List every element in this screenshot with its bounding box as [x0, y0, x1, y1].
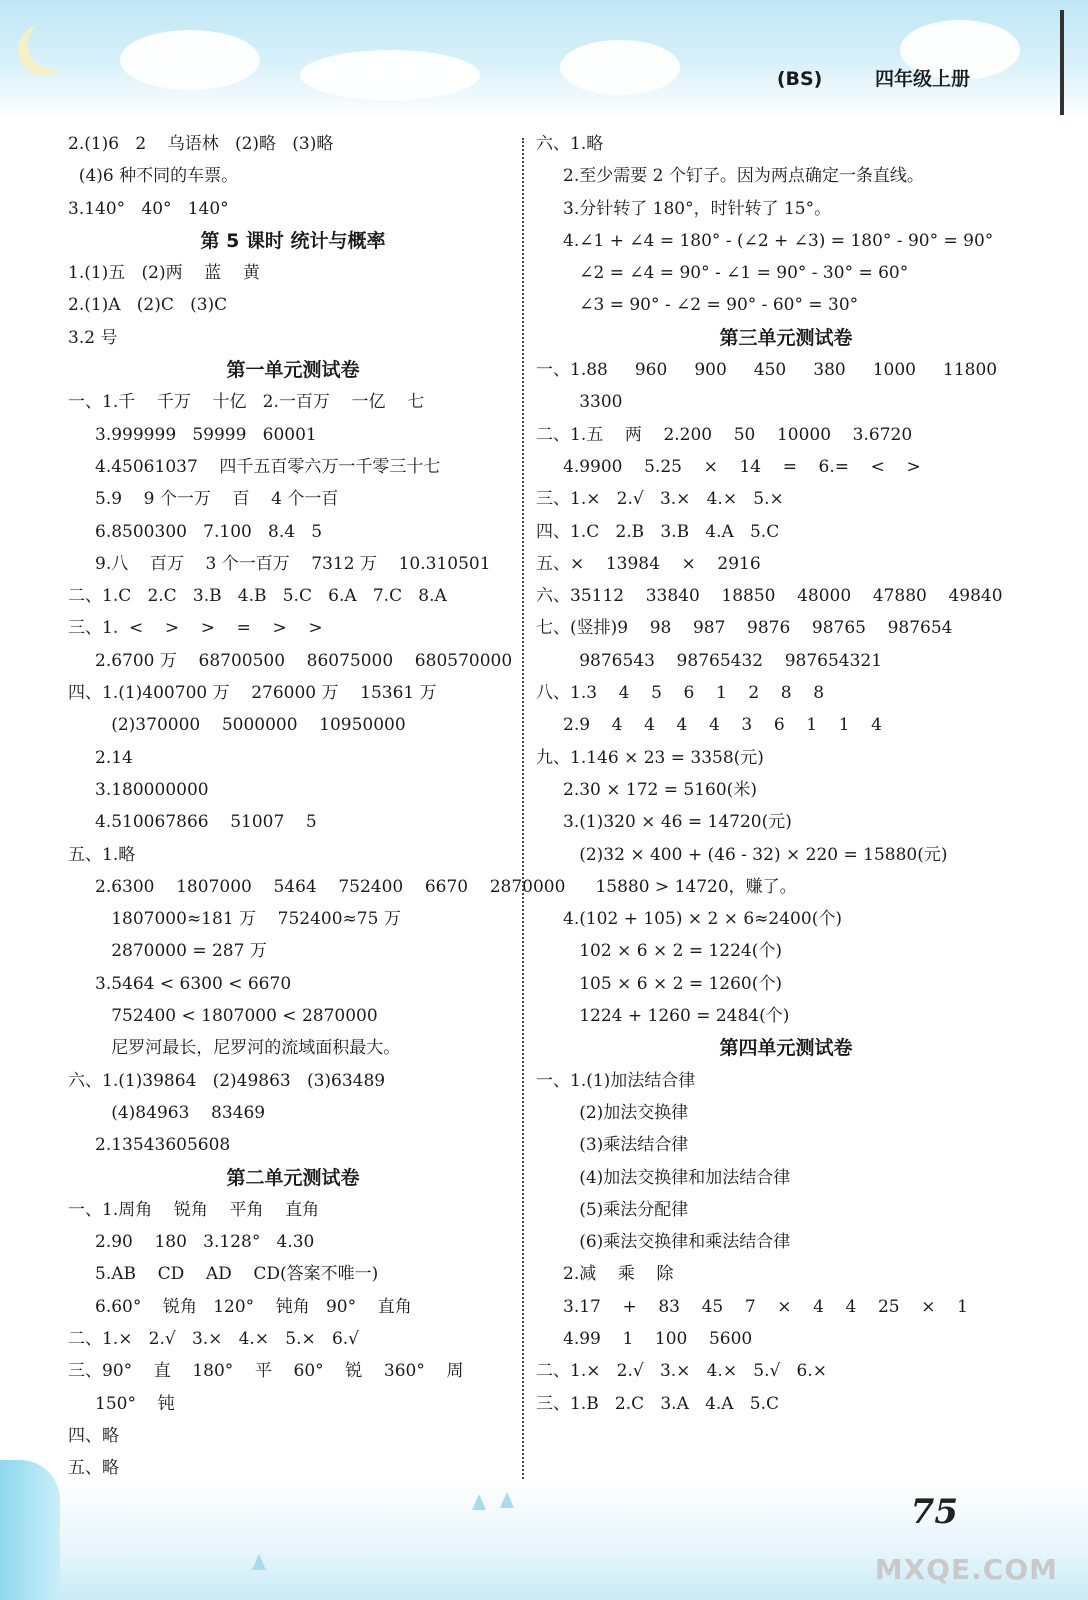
answer-line: 2.(1)6 2 乌语林 (2)略 (3)略 — [68, 134, 334, 154]
answer-line: 1224 + 1260 = 2484(个) — [536, 1006, 790, 1027]
answer-line: 五、× 13984 × 2916 — [536, 553, 761, 574]
answer-line: 1807000≈181 万 752400≈75 万 — [68, 909, 401, 930]
watermark: MXQE.COM — [874, 1553, 1058, 1586]
answer-line: 七、(竖排)9 98 987 9876 98765 987654 — [536, 618, 953, 639]
answer-line: 4.9900 5.25 × 14 = 6.= < > — [536, 456, 921, 477]
answer-line: (2)加法交换律 — [536, 1102, 689, 1123]
answer-line: 二、1.C 2.C 3.B 4.B 5.C 6.A 7.C 8.A — [68, 586, 447, 607]
book-label — [777, 64, 970, 91]
tree-icon — [252, 1554, 266, 1570]
tree-icon — [472, 1494, 486, 1510]
column-divider — [522, 138, 524, 1483]
answer-line: 二、1.× 2.√ 3.× 4.× 5.√ 6.× — [536, 1361, 828, 1382]
answer-line: 4.510067866 51007 5 — [68, 812, 317, 833]
answer-line: 六、1.(1)39864 (2)49863 (3)63489 — [68, 1070, 386, 1091]
answer-line: 2.9 4 4 4 4 3 6 1 1 4 — [536, 715, 882, 736]
answer-line: (2)370000 5000000 10950000 — [68, 715, 406, 736]
answer-line: (2)32 × 400 + (46 - 32) × 220 = 15880(元) — [536, 844, 948, 865]
answer-line: 尼罗河最长，尼罗河的流域面积最大。 — [68, 1038, 401, 1059]
answer-line: 五、1.略 — [68, 844, 136, 865]
answer-line: 4.(102 + 105) × 2 × 6≈2400(个) — [536, 909, 842, 930]
answer-line: 一、1.周角 锐角 平角 直角 — [68, 1199, 320, 1220]
answer-line: 3.17 + 83 45 7 × 4 4 25 × 1 — [536, 1296, 968, 1317]
answer-line: 2.(1)A (2)C (3)C — [68, 295, 228, 316]
right-answer-column — [536, 128, 1036, 1420]
answer-line: 3.5464 < 6300 < 6670 — [68, 973, 292, 994]
answer-line: 4.45061037 四千五百零六万一千零三十七 — [68, 456, 441, 477]
answer-line: 3.分针转了 180°，时针转了 15°。 — [536, 198, 832, 219]
section-heading: 第一单元测试卷 — [226, 359, 360, 382]
section-heading: 第二单元测试卷 — [226, 1166, 360, 1189]
answer-line: 2.14 — [68, 747, 133, 768]
answer-line: 5.9 9 个一万 百 4 个一百 — [68, 489, 339, 510]
answer-line: 三、1. < > > = > > — [68, 618, 323, 639]
answer-line: 四、1.(1)400700 万 276000 万 15361 万 — [68, 683, 437, 704]
section-heading: 第四单元测试卷 — [719, 1037, 853, 1060]
answer-line: 6.60° 锐角 120° 钝角 90° 直角 — [68, 1296, 412, 1317]
section-heading: 第三单元测试卷 — [719, 326, 853, 349]
answer-line: (4)84963 83469 — [68, 1102, 266, 1123]
answer-line: (4)6 种不同的车票。 — [68, 166, 239, 187]
answer-line: 四、略 — [68, 1425, 119, 1446]
moon-icon — [28, 18, 80, 70]
answer-line: 一、1.千 千万 十亿 2.一百万 一亿 七 — [68, 392, 425, 413]
answer-line: 六、35112 33840 18850 48000 47880 49840 — [536, 586, 1003, 607]
answer-line: 三、1.B 2.C 3.A 4.A 5.C — [536, 1393, 780, 1414]
answer-line: 二、1.五 两 2.200 50 10000 3.6720 — [536, 424, 913, 445]
header-banner — [0, 0, 1088, 118]
answer-line: 一、1.(1)加法结合律 — [536, 1070, 696, 1091]
page-edge — [1060, 10, 1064, 115]
answer-line: 3.999999 59999 60001 — [68, 424, 317, 445]
answer-line: 2870000 = 287 万 — [68, 941, 267, 962]
answer-line: 2.6700 万 68700500 86075000 680570000 — [68, 650, 513, 671]
answer-line: 752400 < 1807000 < 2870000 — [68, 1006, 378, 1027]
answer-line: 2.至少需要 2 个钉子。因为两点确定一条直线。 — [536, 166, 924, 187]
left-answer-column — [68, 128, 566, 1484]
answer-line: 9876543 98765432 987654321 — [536, 650, 883, 671]
answer-line: 2.13543605608 — [68, 1135, 231, 1156]
answer-line: 1.(1)五 (2)两 蓝 黄 — [68, 263, 260, 284]
cloud-icon — [300, 50, 480, 100]
answer-line: (4)加法交换律和加法结合律 — [536, 1167, 791, 1188]
cloud-icon — [120, 30, 260, 90]
answer-line: 八、1.3 4 5 6 1 2 8 8 — [536, 683, 825, 704]
answer-line: 2.90 180 3.128° 4.30 — [68, 1232, 315, 1253]
answer-line: 五、略 — [68, 1458, 119, 1479]
cloud-icon — [560, 40, 680, 95]
answer-line: 九、1.146 × 23 = 3358(元) — [536, 747, 764, 768]
answer-line: 9.八 百万 3 个一百万 7312 万 10.310501 — [68, 553, 491, 574]
answer-line: 4.99 1 100 5600 — [536, 1328, 753, 1349]
answer-line: 15880 > 14720，赚了。 — [536, 876, 797, 897]
edition-label: (BS) — [776, 68, 823, 90]
answer-line: 105 × 6 × 2 = 1260(个) — [536, 973, 782, 994]
answer-line: ∠2 = ∠4 = 90° - ∠1 = 90° - 30° = 60° — [536, 263, 909, 284]
answer-line: 2.30 × 172 = 5160(米) — [536, 779, 757, 800]
answer-line: ∠3 = 90° - ∠2 = 90° - 60° = 30° — [536, 295, 859, 316]
answer-line: 3300 — [536, 392, 623, 413]
grass-icon — [0, 1460, 60, 1600]
answer-line: 三、90° 直 180° 平 60° 锐 360° 周 — [68, 1361, 464, 1382]
answer-line: 2.减 乘 除 — [536, 1264, 674, 1285]
answer-line: (6)乘法交换律和乘法结合律 — [536, 1232, 791, 1253]
answer-line: 102 × 6 × 2 = 1224(个) — [536, 941, 782, 962]
section-heading: 第 5 课时 统计与概率 — [200, 229, 386, 252]
answer-line: 三、1.× 2.√ 3.× 4.× 5.× — [536, 489, 784, 510]
answer-line: 2.6300 1807000 5464 752400 6670 2870000 — [68, 876, 566, 897]
answer-line: 3.140° 40° 140° — [68, 198, 229, 219]
tree-icon — [500, 1492, 514, 1508]
grade-label: 四年级上册 — [874, 68, 970, 90]
answer-line: 4.∠1 + ∠4 = 180° - (∠2 + ∠3) = 180° - 90° = 90° — [536, 230, 994, 251]
answer-line: 3.180000000 — [68, 779, 209, 800]
answer-line: 6.8500300 7.100 8.4 5 — [68, 521, 323, 542]
page-number: 75 — [910, 1492, 958, 1532]
answer-line: (5)乘法分配律 — [536, 1199, 689, 1220]
answer-line: 二、1.× 2.√ 3.× 4.× 5.× 6.√ — [68, 1328, 360, 1349]
answer-line: 四、1.C 2.B 3.B 4.A 5.C — [536, 521, 780, 542]
answer-line: 一、1.88 960 900 450 380 1000 11800 — [536, 360, 998, 381]
answer-line: 5.AB CD AD CD(答案不唯一) — [68, 1264, 379, 1285]
answer-line: 3.(1)320 × 46 = 14720(元) — [536, 812, 792, 833]
answer-line: (3)乘法结合律 — [536, 1135, 689, 1156]
answer-line: 3.2 号 — [68, 327, 118, 348]
answer-line: 六、1.略 — [536, 134, 604, 154]
answer-line: 150° 钝 — [68, 1393, 175, 1414]
